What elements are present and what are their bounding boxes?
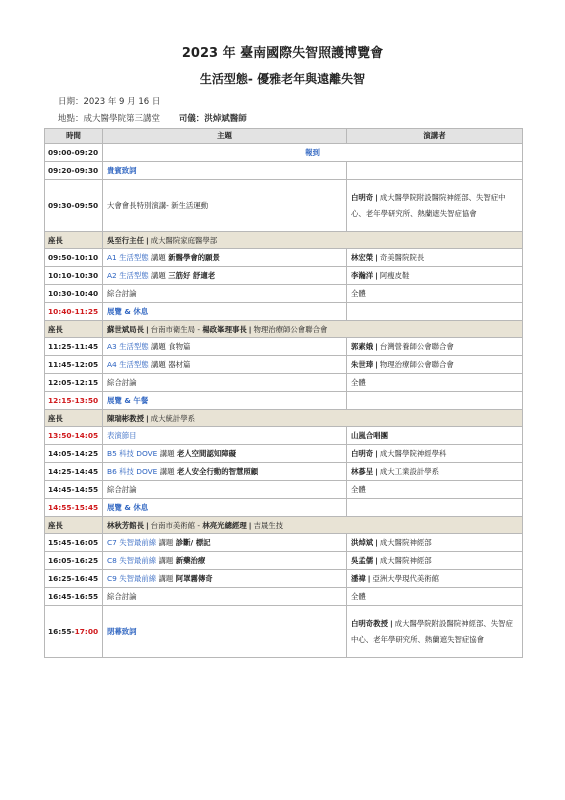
speaker-name: 白明奇教授 — [351, 618, 388, 628]
table-row — [45, 267, 523, 285]
column-header-topic: 主題 — [103, 129, 347, 144]
chair-affiliation: 台南市美術館 - — [150, 520, 203, 530]
separator: | — [375, 342, 378, 351]
table-row — [45, 144, 523, 162]
table-row — [45, 570, 523, 588]
chair-name: 蘇世斌局長 — [107, 324, 144, 334]
event-location-line — [58, 112, 247, 124]
speaker-cell: 全體 — [347, 285, 523, 303]
time-cell: 12:15-13:50 — [45, 392, 103, 410]
speaker-cell — [347, 392, 523, 410]
speaker-name: 洪焯斌 — [351, 538, 374, 547]
time-cell: 16:05-16:25 — [45, 552, 103, 570]
time-cell: 13:50-14:05 — [45, 427, 103, 445]
speaker-name: 白明奇 — [351, 449, 374, 458]
time-cell: 09:00-09:20 — [45, 144, 103, 162]
speaker-cell: 全體 — [347, 481, 523, 499]
separator: | — [375, 253, 378, 262]
chair-info — [103, 232, 523, 249]
chair-name-2: 楊政峯理事長 — [202, 324, 247, 334]
time-end: 17:00 — [74, 627, 99, 636]
speaker-cell — [347, 180, 523, 232]
topic-cell: 綜合討論 — [103, 374, 347, 392]
lecture-title: 新醫學會的願景 — [168, 253, 220, 262]
time-cell: 11:45-12:05 — [45, 356, 103, 374]
speaker-name: 李瀚洋 — [351, 271, 374, 280]
speaker-affiliation: 阿瘦皮鞋 — [379, 271, 410, 280]
chair-row — [45, 321, 523, 338]
table-row — [45, 392, 523, 410]
page-subtitle: 生活型態- 優雅老年與遠離失智 — [199, 72, 366, 86]
table-row — [45, 180, 523, 232]
chair-row — [45, 410, 523, 427]
speaker-affiliation: 成大醫學院神經學科 — [379, 449, 447, 458]
chair-info — [103, 517, 523, 534]
topic-cell: 報到 — [103, 144, 523, 162]
session-code: B5 科技 DOVE — [107, 449, 158, 458]
separator: | — [375, 449, 378, 458]
topic-cell: 表演節目 — [103, 427, 347, 445]
time-cell: 09:30-09:50 — [45, 180, 103, 232]
session-code: C7 失智最前線 — [107, 538, 157, 547]
chair-affiliation: 成大統計學系 — [150, 413, 196, 423]
speaker-cell — [347, 249, 523, 267]
separator: | — [145, 324, 149, 334]
separator: | — [375, 360, 378, 369]
time-cell: 09:50-10:10 — [45, 249, 103, 267]
chair-name: 吳至行主任 — [107, 235, 144, 245]
session-code: A2 生活型態 — [107, 271, 149, 280]
speaker-cell: 全體 — [347, 374, 523, 392]
topic-cell: 綜合討論 — [103, 481, 347, 499]
chair-row — [45, 232, 523, 249]
speaker-affiliation: 成大醫學院附設醫院神經部、失智症中心、老年學研究所、熱蘭遮失智症協會 — [351, 192, 506, 218]
topic-cell — [103, 445, 347, 463]
separator: | — [145, 413, 149, 423]
table-row — [45, 552, 523, 570]
separator: | — [145, 235, 149, 245]
session-code: A4 生活型態 — [107, 360, 149, 369]
chair-affiliation-2: 物理治療師公會聯合會 — [253, 324, 328, 334]
speaker-affiliation: 成大醫院神經部 — [379, 538, 432, 547]
topic-cell — [103, 356, 347, 374]
speaker-name: 朱世琫 — [351, 360, 374, 369]
lecture-title: 診斷/ 標記 — [175, 538, 211, 547]
session-code: C9 失智最前線 — [107, 574, 157, 583]
separator: | — [375, 556, 378, 565]
speaker-affiliation: 成大工業設計學系 — [379, 467, 440, 476]
lecture-title: 器材篇 — [168, 360, 191, 369]
speaker-name: 郭素娥 — [351, 342, 374, 351]
speaker-cell — [347, 570, 523, 588]
time-cell: 16:25-16:45 — [45, 570, 103, 588]
time-cell: 10:30-10:40 — [45, 285, 103, 303]
topic-cell — [103, 534, 347, 552]
lecture-label: 講題 — [158, 574, 174, 583]
chair-affiliation-2: 吉晟生技 — [253, 520, 284, 530]
speaker-name: 潘禕 — [351, 574, 366, 583]
speaker-affiliation: 物理治療師公會聯合會 — [379, 360, 454, 369]
table-row — [45, 162, 523, 180]
session-code: B6 科技 DOVE — [107, 467, 158, 476]
topic-cell — [103, 570, 347, 588]
separator: | — [248, 324, 252, 334]
table-row — [45, 481, 523, 499]
table-row — [45, 445, 523, 463]
chair-affiliation: 台南市衛生局 - — [150, 324, 203, 334]
session-code: A3 生活型態 — [107, 342, 149, 351]
speaker-cell — [347, 303, 523, 321]
lecture-label: 講題 — [151, 360, 166, 369]
chair-label: 座長 — [45, 321, 103, 338]
chair-row — [45, 517, 523, 534]
lecture-title: 老人空間認知障礙 — [176, 449, 237, 458]
lecture-title: 食物篇 — [168, 342, 191, 351]
topic-cell: 綜合討論 — [103, 285, 347, 303]
topic-cell: 大會會長特別演講- 新生活運動 — [103, 180, 347, 232]
topic-cell — [103, 463, 347, 481]
table-row — [45, 427, 523, 445]
separator: | — [145, 520, 149, 530]
speaker-affiliation: 成大醫學院附設醫院神經部、失智症中心、老年學研究所、熱蘭遮失智症協會 — [351, 618, 513, 644]
lecture-title: 新藥治療 — [175, 556, 206, 565]
table-row — [45, 338, 523, 356]
table-header-row — [45, 129, 523, 144]
schedule-table — [44, 128, 523, 658]
topic-cell — [103, 267, 347, 285]
time-start: 16:55- — [48, 627, 75, 636]
table-row — [45, 606, 523, 658]
time-cell: 14:25-14:45 — [45, 463, 103, 481]
time-cell: 10:40-11:25 — [45, 303, 103, 321]
chair-affiliation: 成大醫院家庭醫學部 — [150, 235, 218, 245]
lecture-label: 講題 — [159, 449, 175, 458]
time-cell: 10:10-10:30 — [45, 267, 103, 285]
speaker-cell — [347, 552, 523, 570]
table-row — [45, 356, 523, 374]
time-cell: 16:45-16:55 — [45, 588, 103, 606]
lecture-label: 講題 — [151, 253, 166, 262]
speaker-affiliation: 奇美醫院院長 — [379, 253, 425, 262]
topic-cell: 展覽 & 休息 — [103, 499, 347, 517]
lecture-label: 講題 — [151, 271, 166, 280]
chair-label: 座長 — [45, 410, 103, 427]
time-cell — [45, 606, 103, 658]
speaker-affiliation: 成大醫院神經部 — [379, 556, 432, 565]
topic-cell: 展覽 & 休息 — [103, 303, 347, 321]
chair-info — [103, 410, 523, 427]
separator: | — [367, 574, 371, 583]
table-row — [45, 285, 523, 303]
speaker-cell — [347, 162, 523, 180]
topic-cell: 貴賓致詞 — [103, 162, 347, 180]
lecture-label: 講題 — [151, 342, 166, 351]
speaker-name: 吳孟儒 — [351, 556, 374, 565]
column-header-time: 時間 — [45, 129, 103, 144]
chair-label: 座長 — [45, 232, 103, 249]
time-cell: 12:05-12:15 — [45, 374, 103, 392]
topic-cell — [103, 249, 347, 267]
lecture-label: 講題 — [159, 467, 175, 476]
separator: | — [375, 538, 378, 547]
speaker-cell: 山嵐合唱團 — [347, 427, 523, 445]
page-title: 2023 年 臺南國際失智照護博覽會 — [181, 46, 384, 61]
column-header-speaker: 演講者 — [347, 129, 523, 144]
chair-info — [103, 321, 523, 338]
speaker-cell — [347, 499, 523, 517]
lecture-title: 阿罩霧傳奇 — [175, 574, 213, 583]
topic-cell: 綜合討論 — [103, 588, 347, 606]
chair-name-2: 林亮光總經理 — [202, 520, 247, 530]
separator: | — [375, 271, 378, 280]
speaker-cell — [347, 445, 523, 463]
speaker-cell — [347, 606, 523, 658]
table-row — [45, 499, 523, 517]
speaker-name: 白明奇 — [351, 192, 374, 202]
chair-name: 林秋芳館長 — [107, 520, 144, 530]
time-cell: 14:05-14:25 — [45, 445, 103, 463]
event-place: 地點：成大醫學院第三講堂 — [58, 114, 161, 124]
lecture-label: 講題 — [158, 538, 174, 547]
lecture-label: 講題 — [158, 556, 174, 565]
separator: | — [248, 520, 252, 530]
topic-cell — [103, 552, 347, 570]
separator: | — [375, 192, 378, 202]
speaker-affiliation: 台灣營養師公會聯合會 — [379, 342, 454, 351]
time-cell: 11:25-11:45 — [45, 338, 103, 356]
session-code: A1 生活型態 — [107, 253, 149, 262]
speaker-cell — [347, 534, 523, 552]
separator: | — [375, 467, 378, 476]
table-row — [45, 463, 523, 481]
event-date: 日期：2023 年 9 月 16 日 — [58, 97, 161, 107]
chair-label: 座長 — [45, 517, 103, 534]
time-cell: 15:45-16:05 — [45, 534, 103, 552]
speaker-name: 林蔘呈 — [351, 467, 374, 476]
speaker-cell — [347, 356, 523, 374]
session-code: C8 失智最前線 — [107, 556, 157, 565]
lecture-title: 老人安全行動的智慧照顧 — [176, 467, 259, 476]
time-cell: 14:45-14:55 — [45, 481, 103, 499]
speaker-cell: 全體 — [347, 588, 523, 606]
table-row — [45, 303, 523, 321]
topic-cell: 閉幕致詞 — [103, 606, 347, 658]
speaker-name: 林宏榮 — [351, 253, 374, 262]
chair-name: 陳瑞彬教授 — [107, 413, 144, 423]
separator: | — [389, 618, 393, 628]
lecture-title: 三筋好 舒適老 — [168, 271, 216, 280]
speaker-cell — [347, 338, 523, 356]
event-host: 司儀：洪焯斌醫師 — [178, 114, 247, 124]
table-row — [45, 534, 523, 552]
speaker-affiliation: 亞洲大學現代美術館 — [372, 574, 440, 583]
time-cell: 14:55-15:45 — [45, 499, 103, 517]
topic-cell — [103, 338, 347, 356]
table-row — [45, 588, 523, 606]
table-row — [45, 249, 523, 267]
schedule-body — [45, 144, 523, 658]
topic-cell: 展覽 & 午餐 — [103, 392, 347, 410]
speaker-cell — [347, 267, 523, 285]
time-cell: 09:20-09:30 — [45, 162, 103, 180]
table-row — [45, 374, 523, 392]
speaker-cell — [347, 463, 523, 481]
